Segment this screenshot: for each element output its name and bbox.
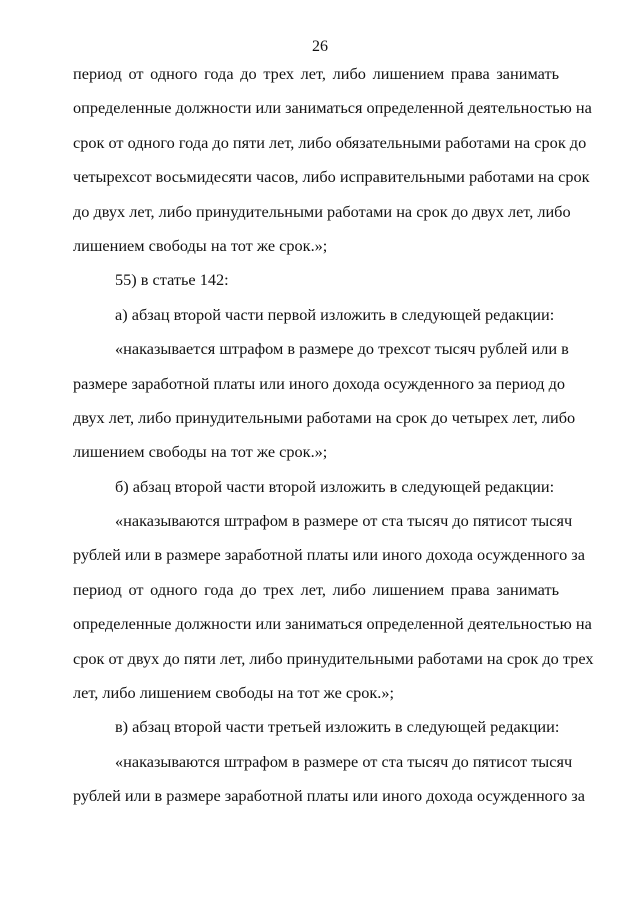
text-line: срок от одного года до пяти лет, либо обязательными работами на срок до: [73, 132, 587, 152]
text-line: четырехсот восьмидесяти часов, либо исправительными работами на срок: [73, 167, 590, 187]
text-line: период от одного года до трех лет, либо лишением права занимать: [73, 64, 559, 83]
text-line: «наказываются штрафом в размере от ста тысяч до пятисот тысяч: [115, 511, 573, 531]
text-line: «наказываются штрафом в размере от ста тысяч до пятисот тысяч: [115, 751, 573, 771]
text-line: рублей или в размере заработной платы или иного дохода осужденного за: [73, 545, 585, 565]
text-line: «наказывается штрафом в размере до трехсот тысяч рублей или в: [115, 339, 569, 359]
text-line: а) абзац второй части первой изложить в следующей редакции:: [115, 304, 555, 324]
text-line: двух лет, либо принудительными работами на срок до четырех лет, либо: [73, 407, 576, 427]
page-number: 26: [312, 38, 328, 55]
text-line: размере заработной платы или иного дохода осужденного за период до: [73, 373, 566, 393]
text-line: 55) в статье 142:: [115, 270, 229, 290]
text-line: рублей или в размере заработной платы или иного дохода осужденного за: [73, 786, 585, 806]
text-line: лишением свободы на тот же срок.»;: [73, 235, 328, 255]
text-line: в) абзац второй части третьей изложить в следующей редакции:: [115, 717, 560, 737]
text-line: срок от двух до пяти лет, либо принудительными работами на срок до трех: [73, 648, 594, 668]
document-body: [73, 63, 594, 820]
text-line: лет, либо лишением свободы на тот же срок.»;: [73, 683, 395, 703]
text-line: лишением свободы на тот же срок.»;: [73, 442, 328, 462]
text-line: определенные должности или заниматься определенной деятельностью на: [73, 98, 592, 118]
text-line: определенные должности или заниматься определенной деятельностью на: [73, 614, 592, 634]
text-line: б) абзац второй части второй изложить в следующей редакции:: [115, 476, 555, 496]
text-line: период от одного года до трех лет, либо лишением права занимать: [73, 579, 559, 599]
text-line: до двух лет, либо принудительными работами на срок до двух лет, либо: [73, 201, 571, 221]
